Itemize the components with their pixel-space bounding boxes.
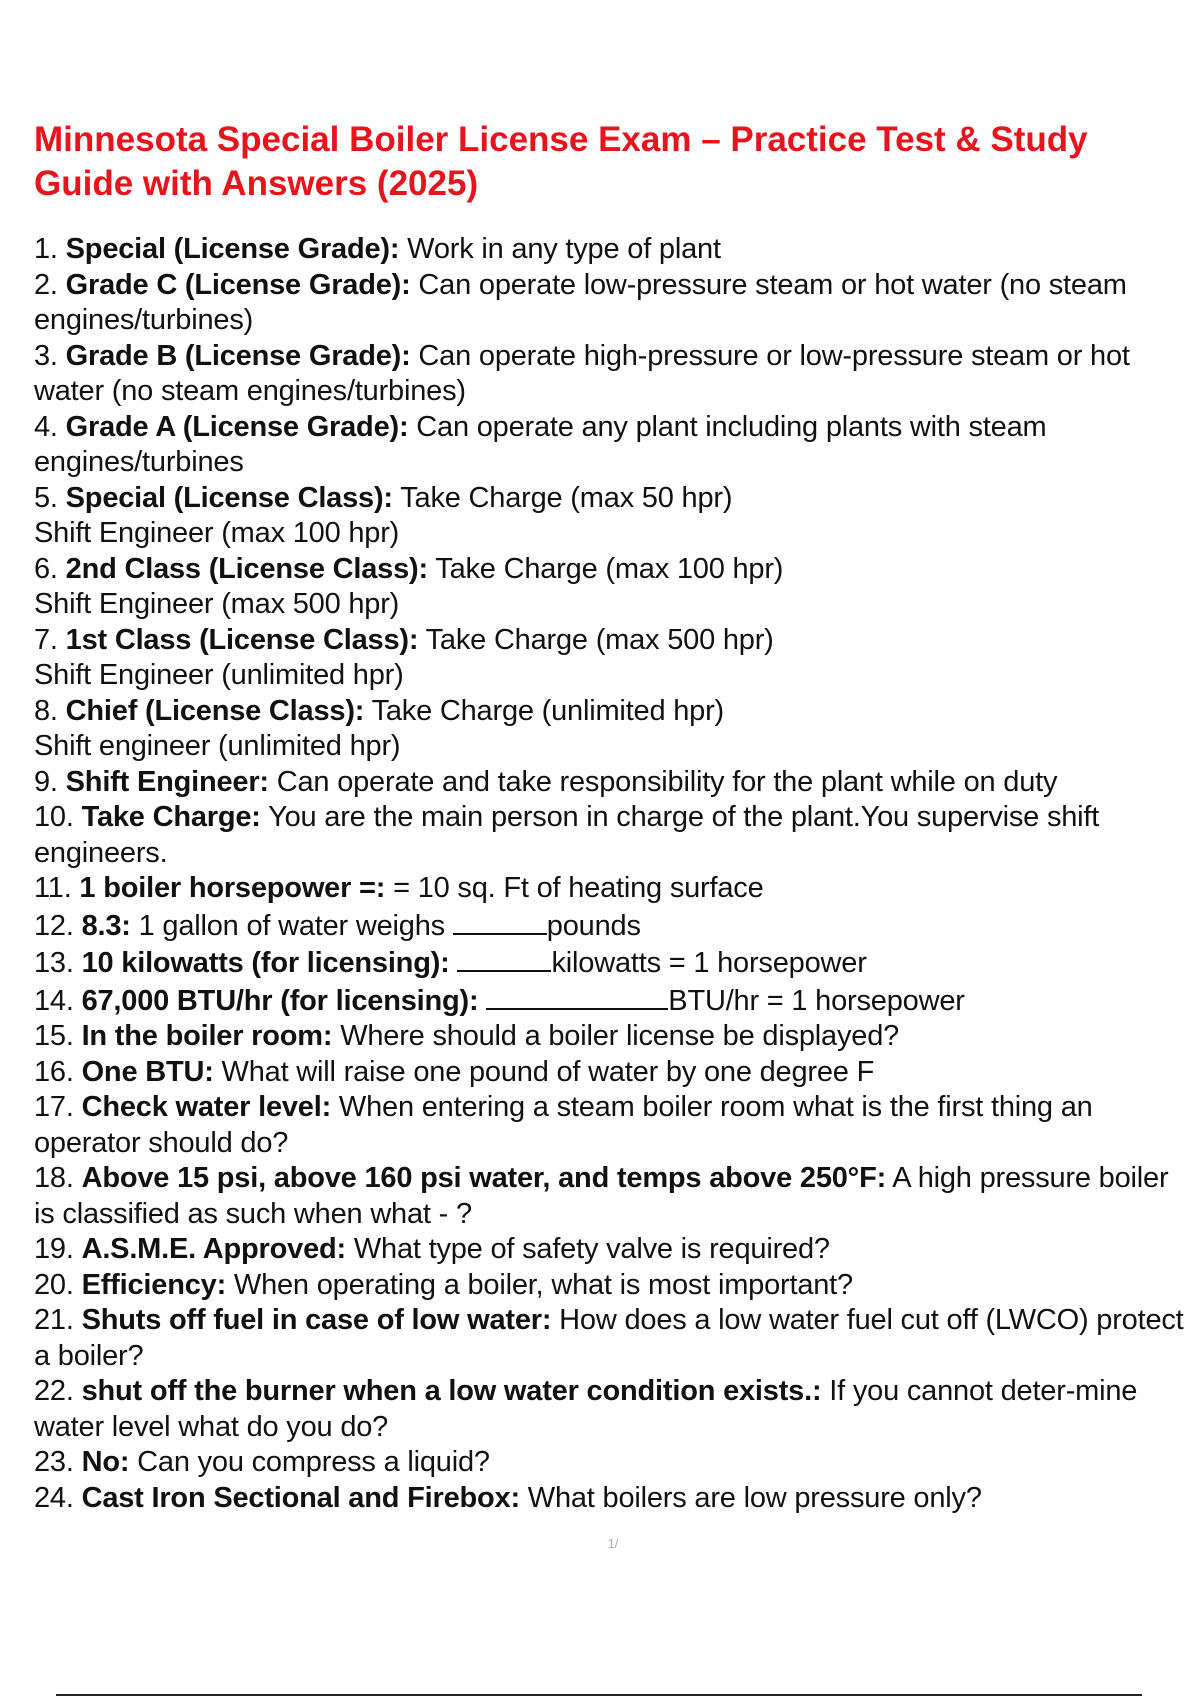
item-answer: Grade B (License Grade): [65, 339, 411, 372]
item-question: What will raise one pound of water by one degree F [213, 1055, 875, 1088]
item-number: 4. [34, 410, 58, 443]
item-number: 18. [34, 1162, 74, 1194]
list-item [34, 268, 1194, 339]
item-question: If you cannot deter-mine water level what do you do? [34, 1375, 1138, 1443]
item-question: Take Charge (max 500 hpr) [418, 623, 774, 656]
item-question [478, 985, 486, 1017]
item-answer: Check water level: [81, 1091, 332, 1123]
item-number: 14. [34, 984, 74, 1017]
item-number: 7. [34, 623, 58, 656]
item-number: 12. [34, 909, 74, 942]
list-item [34, 1055, 1194, 1091]
item-number: 16. [34, 1055, 74, 1088]
list-item [34, 339, 1194, 410]
list-item [34, 1090, 1194, 1161]
item-question-end: BTU/hr = 1 horsepower [668, 984, 965, 1017]
list-item [34, 1268, 1194, 1304]
item-question: 1 gallon of water weighs [130, 909, 453, 942]
item-answer: Cast Iron Sectional and Firebox: [81, 1481, 520, 1514]
item-question-end: pounds [546, 909, 641, 942]
item-number: 22. [34, 1375, 74, 1407]
item-number: 23. [34, 1446, 74, 1478]
item-question: Take Charge (max 100 hpr) [427, 552, 784, 585]
list-item [34, 1232, 1194, 1268]
item-number: 2. [34, 268, 58, 301]
list-item [34, 1374, 1194, 1445]
item-continuation: Shift Engineer (max 100 hpr) [34, 517, 400, 549]
item-number: 20. [34, 1268, 74, 1301]
list-item [34, 944, 1194, 982]
item-question: You are the main person in charge of the plant.You supervise shift engineers. [34, 801, 1100, 869]
item-question: = 10 sq. Ft of heating surface [385, 872, 764, 904]
item-question: Can operate low-pressure steam or hot water (no steam engines/turbines) [34, 268, 1127, 336]
item-question: Can operate and take responsibility for the plant while on duty [268, 765, 1058, 798]
item-question-end: kilowatts = 1 horsepower [551, 947, 867, 979]
list-item [34, 232, 1194, 268]
item-answer: Above 15 psi, above 160 psi water, and temps above 250°F: [81, 1162, 887, 1194]
item-answer: No: [81, 1446, 130, 1478]
list-item [34, 1019, 1194, 1055]
item-number: 8. [34, 694, 58, 727]
document-page [34, 118, 1194, 1516]
list-item [34, 481, 1194, 552]
item-question: Work in any type of plant [399, 233, 721, 265]
list-item [34, 410, 1194, 481]
item-answer: 2nd Class (License Class): [65, 552, 428, 585]
fill-in-blank [457, 944, 551, 972]
fill-in-blank [486, 982, 668, 1010]
item-answer: Shuts off fuel in case of low water: [81, 1304, 552, 1336]
item-answer: Grade A (License Grade): [65, 410, 409, 443]
item-number: 17. [34, 1091, 74, 1123]
item-answer: Special (License Class): [65, 481, 393, 514]
item-question: Can operate high-pressure or low-pressure steam or hot water (no steam engines/turbines) [34, 339, 1130, 407]
item-question: A high pressure boiler is classified as such when what - ? [34, 1162, 1169, 1230]
item-answer: 10 kilowatts (for licensing): [81, 947, 450, 979]
item-question: Take Charge (max 50 hpr) [392, 481, 733, 514]
item-number: 6. [34, 552, 58, 585]
item-number: 1. [34, 233, 58, 265]
item-question: When operating a boiler, what is most important? [226, 1268, 853, 1301]
item-continuation: Shift Engineer (unlimited hpr) [34, 659, 404, 691]
item-number: 21. [34, 1304, 74, 1336]
document-title: Minnesota Special Boiler License Exam – Practice Test & Study Guide with Answers (2025) [34, 120, 1088, 203]
item-answer: Shift Engineer: [65, 765, 269, 798]
footer-divider [56, 1694, 1142, 1696]
item-question: What type of safety valve is required? [345, 1233, 830, 1265]
list-item [34, 1161, 1194, 1232]
list-item [34, 1481, 1194, 1517]
item-question: Can operate any plant including plants with steam engines/turbines [34, 410, 1047, 478]
item-question: Can you compress a liquid? [129, 1446, 490, 1478]
item-answer: Special (License Grade): [65, 233, 400, 265]
item-number: 15. [34, 1020, 74, 1052]
item-answer: 67,000 BTU/hr (for licensing): [81, 984, 479, 1017]
item-answer: In the boiler room: [81, 1020, 333, 1052]
list-item [34, 907, 1194, 945]
list-item [34, 1303, 1194, 1374]
item-continuation: Shift engineer (unlimited hpr) [34, 730, 401, 762]
item-answer: Take Charge: [81, 801, 261, 833]
page-number: 1/ [607, 1536, 619, 1551]
item-number: 9. [34, 765, 58, 798]
item-answer: Grade C (License Grade): [65, 268, 411, 301]
list-item [34, 765, 1194, 801]
list-item [34, 694, 1194, 765]
item-number: 5. [34, 481, 58, 514]
item-question: Take Charge (unlimited hpr) [364, 694, 724, 727]
item-answer: One BTU: [81, 1055, 214, 1088]
item-question: What boilers are low pressure only? [519, 1481, 982, 1514]
item-answer: 1 boiler horsepower =: [79, 872, 386, 904]
item-number: 10. [34, 801, 74, 833]
list-item [34, 800, 1194, 871]
list-item [34, 1445, 1194, 1481]
item-answer: 1st Class (License Class): [65, 623, 419, 656]
item-number: 19. [34, 1233, 74, 1265]
item-question: How does a low water fuel cut off (LWCO) protect a boiler? [34, 1304, 1184, 1372]
item-question: Where should a boiler license be displayed? [332, 1020, 900, 1052]
item-answer: 8.3: [81, 909, 131, 942]
item-answer: A.S.M.E. Approved: [81, 1233, 346, 1265]
item-continuation: Shift Engineer (max 500 hpr) [34, 588, 400, 620]
item-number: 11. [34, 872, 72, 904]
item-number: 24. [34, 1481, 74, 1514]
list-item [34, 623, 1194, 694]
fill-in-blank [453, 907, 547, 935]
item-answer: Efficiency: [81, 1268, 227, 1301]
list-item [34, 871, 1194, 907]
item-question: When entering a steam boiler room what is the first thing an operator should do? [34, 1091, 1093, 1159]
item-number: 13. [34, 947, 74, 979]
list-item [34, 552, 1194, 623]
qa-list [34, 232, 1194, 1516]
item-answer: shut off the burner when a low water condition exists.: [81, 1375, 822, 1407]
item-number: 3. [34, 339, 58, 372]
item-answer: Chief (License Class): [65, 694, 365, 727]
item-question [450, 947, 458, 979]
list-item [34, 982, 1194, 1020]
